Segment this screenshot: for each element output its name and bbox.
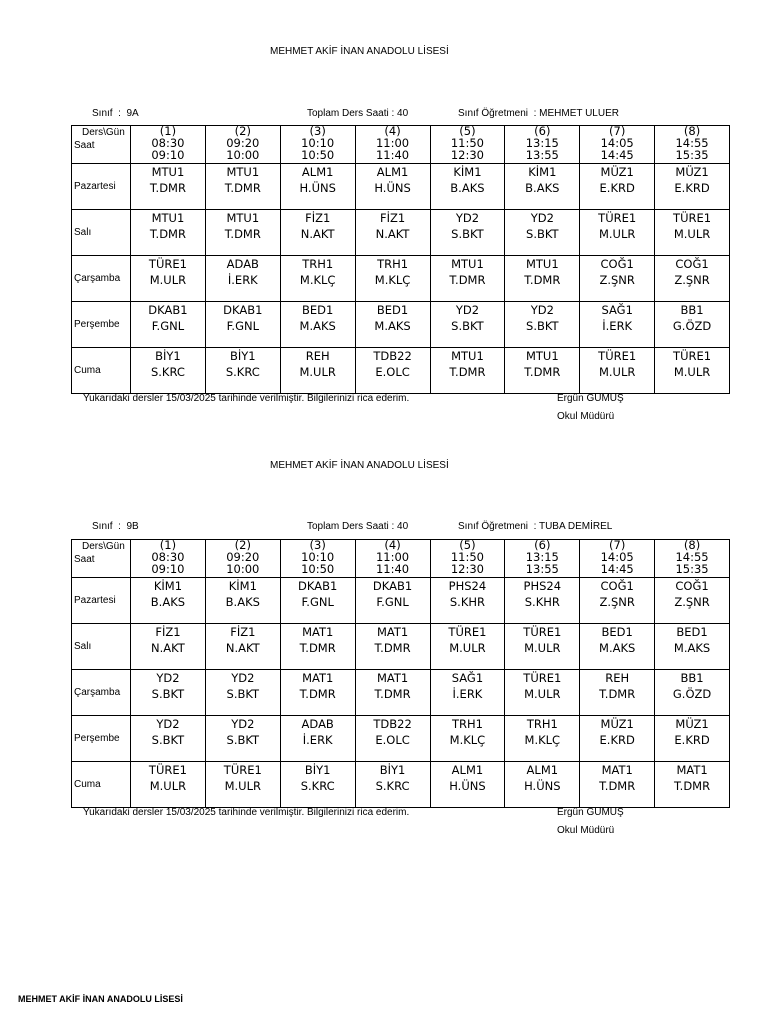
signer-title: Okul Müdürü	[557, 825, 615, 836]
lesson-cell: BİY1 S.KRC	[131, 348, 206, 394]
lesson-cell: MAT1 T.DMR	[580, 762, 655, 808]
lesson-cell: MÜZ1 E.KRD	[580, 716, 655, 762]
corner-header: Ders\Gün Saat	[72, 540, 131, 578]
class-teacher-value: TUBA DEMİREL	[538, 521, 613, 532]
lesson-cell: YD2 S.BKT	[131, 716, 206, 762]
day-label: Salı	[72, 624, 131, 670]
lesson-cell: MAT1 T.DMR	[355, 670, 430, 716]
lesson-cell: TÜRE1 M.ULR	[505, 624, 580, 670]
lesson-cell: YD2 S.BKT	[205, 670, 280, 716]
period-header: (2) 09:20 10:00	[205, 126, 280, 164]
school-title: MEHMET AKİF İNAN ANADOLU LİSESİ	[270, 460, 449, 471]
lesson-cell: BED1 M.AKS	[655, 624, 730, 670]
period-header: (4) 11:00 11:40	[355, 540, 430, 578]
lesson-cell: MAT1 T.DMR	[655, 762, 730, 808]
lesson-cell: TÜRE1 M.ULR	[580, 348, 655, 394]
period-header: (6) 13:15 13:55	[505, 540, 580, 578]
lesson-cell: MTU1 T.DMR	[430, 256, 505, 302]
day-label: Perşembe	[72, 716, 131, 762]
day-label: Pazartesi	[72, 578, 131, 624]
lesson-cell: MTU1 T.DMR	[505, 256, 580, 302]
lesson-cell: YD2 S.BKT	[205, 716, 280, 762]
lesson-cell: TDB22 E.OLC	[355, 348, 430, 394]
lesson-cell: TDB22 E.OLC	[355, 716, 430, 762]
footer-school-title: MEHMET AKİF İNAN ANADOLU LİSESİ	[18, 994, 183, 1004]
lesson-cell: KİM1 B.AKS	[505, 164, 580, 210]
day-label: Perşembe	[72, 302, 131, 348]
school-title: MEHMET AKİF İNAN ANADOLU LİSESİ	[270, 46, 449, 57]
lesson-cell: TÜRE1 M.ULR	[505, 670, 580, 716]
lesson-cell: PHS24 S.KHR	[505, 578, 580, 624]
lesson-cell: YD2 S.BKT	[505, 302, 580, 348]
period-header: (1) 08:30 09:10	[131, 540, 206, 578]
lesson-cell: TÜRE1 M.ULR	[655, 348, 730, 394]
lesson-cell: PHS24 S.KHR	[430, 578, 505, 624]
lesson-cell: YD2 S.BKT	[430, 302, 505, 348]
period-header: (1) 08:30 09:10	[131, 126, 206, 164]
lesson-cell: COĞ1 Z.ŞNR	[655, 256, 730, 302]
period-header: (2) 09:20 10:00	[205, 540, 280, 578]
class-teacher-value: MEHMET ULUER	[539, 108, 619, 119]
lesson-cell: FİZ1 N.AKT	[131, 624, 206, 670]
period-header: (3) 10:10 10:50	[280, 540, 355, 578]
lesson-cell: BB1 G.ÖZD	[655, 670, 730, 716]
lesson-cell: MAT1 T.DMR	[280, 624, 355, 670]
lesson-cell: MTU1 T.DMR	[205, 210, 280, 256]
lesson-cell: TRH1 M.KLÇ	[505, 716, 580, 762]
schedule-note: Yukarıdaki dersler 15/03/2025 tarihinde verilmiştir. Bilgilerinizi rica ederim.	[83, 807, 410, 818]
period-header: (8) 14:55 15:35	[655, 126, 730, 164]
lesson-cell: KİM1 B.AKS	[205, 578, 280, 624]
timetable-9b	[71, 539, 730, 808]
lesson-cell: TRH1 M.KLÇ	[280, 256, 355, 302]
lesson-cell: FİZ1 N.AKT	[205, 624, 280, 670]
lesson-cell: YD2 S.BKT	[430, 210, 505, 256]
signer-name: Ergün GUMUŞ	[557, 807, 624, 818]
class-label: Sınıf : 9A	[92, 108, 139, 119]
lesson-cell: COĞ1 Z.ŞNR	[580, 256, 655, 302]
class-teacher: Sınıf Öğretmeni : MEHMET ULUER	[458, 108, 619, 119]
period-header: (7) 14:05 14:45	[580, 540, 655, 578]
signer-title: Okul Müdürü	[557, 411, 615, 422]
total-hours: Toplam Ders Saati : 40	[307, 108, 409, 119]
lesson-cell: SAĞ1 İ.ERK	[430, 670, 505, 716]
lesson-cell: BED1 M.AKS	[580, 624, 655, 670]
lesson-cell: SAĞ1 İ.ERK	[580, 302, 655, 348]
total-hours-value: 40	[397, 521, 409, 532]
total-hours: Toplam Ders Saati : 40	[307, 521, 409, 532]
day-label: Cuma	[72, 348, 131, 394]
class-value: 9A	[126, 108, 139, 119]
lesson-cell: MÜZ1 E.KRD	[580, 164, 655, 210]
period-header: (8) 14:55 15:35	[655, 540, 730, 578]
lesson-cell: ALM1 H.ÜNS	[280, 164, 355, 210]
lesson-cell: ADAB İ.ERK	[280, 716, 355, 762]
lesson-cell: MTU1 T.DMR	[505, 348, 580, 394]
lesson-cell: BED1 M.AKS	[355, 302, 430, 348]
day-label: Çarşamba	[72, 256, 131, 302]
lesson-cell: MTU1 T.DMR	[205, 164, 280, 210]
schedule-note: Yukarıdaki dersler 15/03/2025 tarihinde verilmiştir. Bilgilerinizi rica ederim.	[83, 393, 410, 404]
lesson-cell: TRH1 M.KLÇ	[430, 716, 505, 762]
class-value: 9B	[126, 521, 139, 532]
lesson-cell: MÜZ1 E.KRD	[655, 164, 730, 210]
lesson-cell: MAT1 T.DMR	[355, 624, 430, 670]
lesson-cell: MTU1 T.DMR	[131, 164, 206, 210]
lesson-cell: BİY1 S.KRC	[205, 348, 280, 394]
period-header: (7) 14:05 14:45	[580, 126, 655, 164]
lesson-cell: MTU1 T.DMR	[430, 348, 505, 394]
lesson-cell: COĞ1 Z.ŞNR	[655, 578, 730, 624]
lesson-cell: MÜZ1 E.KRD	[655, 716, 730, 762]
corner-header: Ders\Gün Saat	[72, 126, 131, 164]
period-header: (3) 10:10 10:50	[280, 126, 355, 164]
lesson-cell: DKAB1 F.GNL	[355, 578, 430, 624]
lesson-cell: COĞ1 Z.ŞNR	[580, 578, 655, 624]
lesson-cell: MAT1 T.DMR	[280, 670, 355, 716]
signer-name: Ergün GUMUŞ	[557, 393, 624, 404]
lesson-cell: ALM1 H.ÜNS	[430, 762, 505, 808]
lesson-cell: TÜRE1 M.ULR	[205, 762, 280, 808]
class-label: Sınıf : 9B	[92, 521, 139, 532]
lesson-cell: MTU1 T.DMR	[131, 210, 206, 256]
period-header: (4) 11:00 11:40	[355, 126, 430, 164]
period-header: (5) 11:50 12:30	[430, 126, 505, 164]
lesson-cell: BED1 M.AKS	[280, 302, 355, 348]
lesson-cell: TÜRE1 M.ULR	[655, 210, 730, 256]
lesson-cell: TÜRE1 M.ULR	[131, 256, 206, 302]
lesson-cell: DKAB1 F.GNL	[205, 302, 280, 348]
lesson-cell: FİZ1 N.AKT	[280, 210, 355, 256]
lesson-cell: ADAB İ.ERK	[205, 256, 280, 302]
lesson-cell: YD2 S.BKT	[505, 210, 580, 256]
lesson-cell: DKAB1 F.GNL	[280, 578, 355, 624]
lesson-cell: TÜRE1 M.ULR	[430, 624, 505, 670]
lesson-cell: YD2 S.BKT	[131, 670, 206, 716]
period-header: (6) 13:15 13:55	[505, 126, 580, 164]
lesson-cell: TRH1 M.KLÇ	[355, 256, 430, 302]
lesson-cell: ALM1 H.ÜNS	[355, 164, 430, 210]
day-label: Pazartesi	[72, 164, 131, 210]
day-label: Salı	[72, 210, 131, 256]
lesson-cell: REH T.DMR	[580, 670, 655, 716]
lesson-cell: ALM1 H.ÜNS	[505, 762, 580, 808]
period-header: (5) 11:50 12:30	[430, 540, 505, 578]
lesson-cell: TÜRE1 M.ULR	[131, 762, 206, 808]
timetable-9a	[71, 125, 730, 394]
total-hours-value: 40	[397, 108, 409, 119]
lesson-cell: DKAB1 F.GNL	[131, 302, 206, 348]
lesson-cell: BİY1 S.KRC	[280, 762, 355, 808]
lesson-cell: REH M.ULR	[280, 348, 355, 394]
lesson-cell: KİM1 B.AKS	[131, 578, 206, 624]
day-label: Cuma	[72, 762, 131, 808]
lesson-cell: TÜRE1 M.ULR	[580, 210, 655, 256]
day-label: Çarşamba	[72, 670, 131, 716]
lesson-cell: FİZ1 N.AKT	[355, 210, 430, 256]
lesson-cell: BB1 G.ÖZD	[655, 302, 730, 348]
lesson-cell: BİY1 S.KRC	[355, 762, 430, 808]
lesson-cell: KİM1 B.AKS	[430, 164, 505, 210]
class-teacher: Sınıf Öğretmeni : TUBA DEMİREL	[458, 521, 613, 532]
